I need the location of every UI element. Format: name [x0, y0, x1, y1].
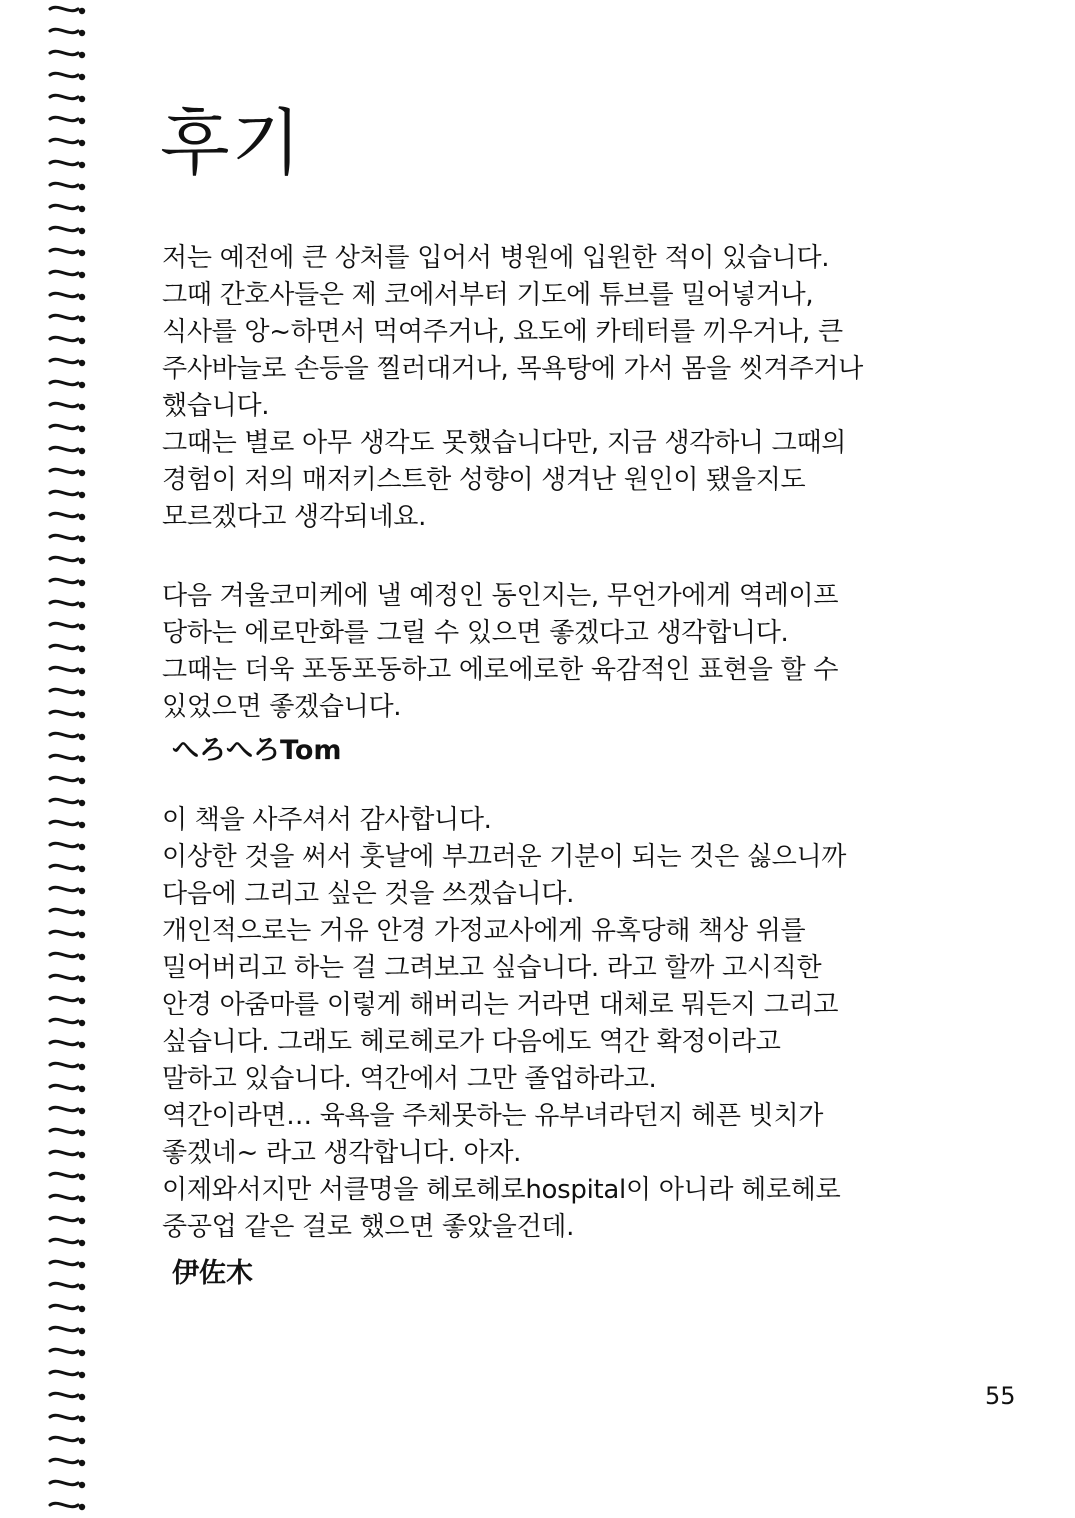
spiral-coil — [50, 843, 85, 850]
spiral-coil — [50, 755, 85, 762]
spiral-coil — [50, 469, 85, 476]
spiral-coil — [50, 887, 85, 894]
spiral-coil — [50, 491, 85, 498]
spiral-coil — [50, 29, 85, 36]
spiral-coil — [50, 689, 85, 696]
spiral-coil — [50, 1239, 85, 1246]
text-line: 중공업 같은 걸로 했으면 좋았을건데. — [162, 1212, 575, 1242]
spiral-coil — [50, 1085, 85, 1092]
spiral-coil — [50, 1063, 85, 1070]
spiral-coil — [50, 139, 85, 146]
text-line: 역간이라면… 육욕을 주체못하는 유부녀라던지 헤픈 빗치가 — [162, 1101, 824, 1131]
spiral-coil — [50, 645, 85, 652]
spiral-coil — [50, 1459, 85, 1466]
text-line: 다음 겨울코미케에 낼 예정인 동인지는, 무언가에게 역레이프 — [162, 581, 839, 611]
spiral-coil — [50, 403, 85, 410]
page-number: 55 — [985, 1382, 1016, 1410]
text-line: 개인적으로는 거유 안경 가정교사에게 유혹당해 책상 위를 — [162, 916, 806, 946]
spiral-coil — [50, 557, 85, 564]
text-line: 경험이 저의 매저키스트한 성향이 생겨난 원인이 됐을지도 — [162, 465, 806, 495]
spiral-coil — [50, 381, 85, 388]
text-line: 했습니다. — [162, 391, 270, 421]
spiral-coil — [50, 865, 85, 872]
spiral-coil — [50, 975, 85, 982]
spiral-coil — [50, 1261, 85, 1268]
spiral-coil — [50, 315, 85, 322]
author-signature-2: 伊佐木 — [172, 1258, 253, 1289]
spiral-coil — [50, 733, 85, 740]
spiral-coil — [50, 1305, 85, 1312]
spiral-coil — [50, 95, 85, 102]
spiral-coil — [50, 249, 85, 256]
spiral-coil — [50, 1151, 85, 1158]
spiral-coil — [50, 425, 85, 432]
text-line: 있었으면 좋겠습니다. — [162, 692, 402, 722]
text-line: 그때는 더욱 포동포동하고 에로에로한 육감적인 표현을 할 수 — [162, 655, 839, 685]
text-line: 안경 아줌마를 이렇게 해버리는 거라면 대체로 뭐든지 그리고 — [162, 990, 839, 1020]
page-title: 후기 — [160, 101, 304, 185]
text-line: 밀어버리고 하는 걸 그려보고 싶습니다. 라고 할까 고시직한 — [162, 953, 822, 983]
spiral-coil — [50, 1503, 85, 1510]
text-line: 싶습니다. 그래도 헤로헤로가 다음에도 역간 확정이라고 — [162, 1027, 781, 1057]
spiral-coil — [50, 579, 85, 586]
spiral-coil — [50, 447, 85, 454]
text-line: 다음에 그리고 싶은 것을 쓰겠습니다. — [162, 879, 575, 909]
spiral-coil — [50, 1349, 85, 1356]
text-line: 저는 예전에 큰 상처를 입어서 병원에 입원한 적이 있습니다. — [162, 243, 830, 273]
text-line: 주사바늘로 손등을 찔러대거나, 목욕탕에 가서 몸을 씻겨주거나 — [162, 354, 863, 384]
text-line: 식사를 앙~하면서 먹여주거나, 요도에 카테터를 끼우거나, 큰 — [162, 317, 843, 347]
spiral-coil — [50, 931, 85, 938]
spiral-coil — [50, 51, 85, 58]
spiral-coil — [50, 953, 85, 960]
spiral-coil — [50, 227, 85, 234]
spiral-coil — [50, 1415, 85, 1422]
spiral-coil — [50, 799, 85, 806]
text-line: 좋겠네~ 라고 생각합니다. 아자. — [162, 1138, 522, 1168]
text-line: 모르겠다고 생각되네요. — [162, 502, 427, 532]
text-line: 말하고 있습니다. 역간에서 그만 졸업하라고. — [162, 1064, 657, 1094]
spiral-coil — [50, 711, 85, 718]
spiral-coil — [50, 271, 85, 278]
spiral-coil — [50, 1019, 85, 1026]
text-line: 그때 간호사들은 제 코에서부터 기도에 튜브를 밀어넣거나, — [162, 280, 814, 310]
spiral-coil — [50, 601, 85, 608]
text-line: 당하는 에로만화를 그릴 수 있으면 좋겠다고 생각합니다. — [162, 618, 789, 648]
spiral-binding — [44, 0, 96, 1518]
spiral-coil — [50, 7, 85, 14]
text-line: 그때는 별로 아무 생각도 못했습니다만, 지금 생각하니 그때의 — [162, 428, 847, 458]
author-signature-1: へろへろTom — [172, 735, 342, 766]
spiral-coil — [50, 1393, 85, 1400]
spiral-coil — [50, 821, 85, 828]
spiral-coil — [50, 1217, 85, 1224]
spiral-coil — [50, 161, 85, 168]
spiral-coil — [50, 183, 85, 190]
spiral-coil — [50, 293, 85, 300]
spiral-coil — [50, 1481, 85, 1488]
spiral-coil — [50, 1107, 85, 1114]
spiral-coil — [50, 513, 85, 520]
spiral-coil — [50, 1437, 85, 1444]
spiral-coil — [50, 909, 85, 916]
spiral-coil — [50, 777, 85, 784]
spiral-coil — [50, 997, 85, 1004]
spiral-coil — [50, 1041, 85, 1048]
spiral-coil — [50, 359, 85, 366]
spiral-coil — [50, 535, 85, 542]
spiral-coil — [50, 1371, 85, 1378]
spiral-coil — [50, 205, 85, 212]
spiral-coil — [50, 667, 85, 674]
spiral-coil — [50, 1283, 85, 1290]
spiral-coil — [50, 1327, 85, 1334]
spiral-coil — [50, 117, 85, 124]
spiral-coil — [50, 1195, 85, 1202]
spiral-coil — [50, 623, 85, 630]
spiral-coil — [50, 1173, 85, 1180]
spiral-coil — [50, 337, 85, 344]
spiral-coil — [50, 1129, 85, 1136]
text-line: 이제와서지만 서클명을 헤로헤로hospital이 아니라 헤로헤로 — [162, 1175, 841, 1205]
text-line: 이 책을 사주셔서 감사합니다. — [162, 805, 492, 835]
text-line: 이상한 것을 써서 훗날에 부끄러운 기분이 되는 것은 싫으니까 — [162, 842, 847, 872]
spiral-coil — [50, 73, 85, 80]
